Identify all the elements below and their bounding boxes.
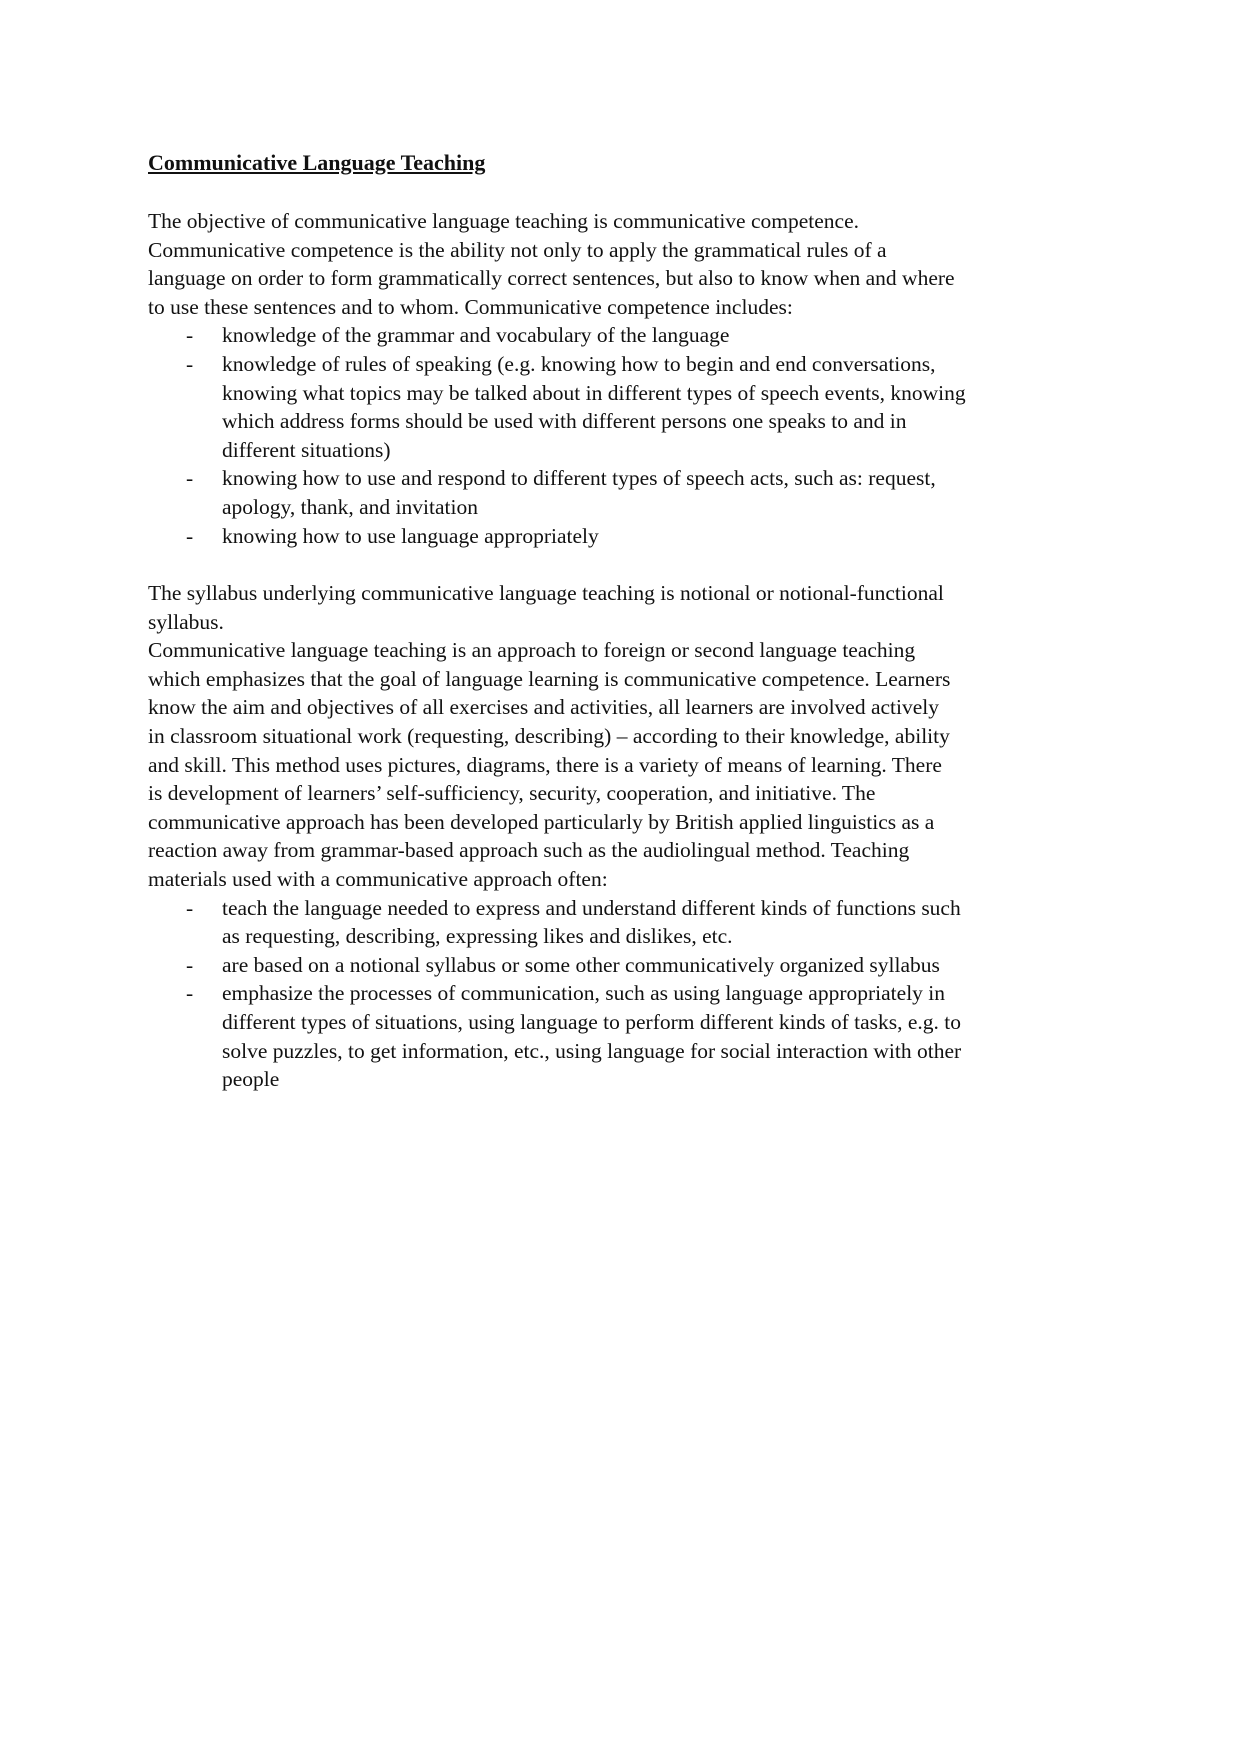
paragraph-line: is development of learners’ self-sufficiency, security, cooperation, and initiative. The	[148, 781, 876, 806]
list-item-line: are based on a notional syllabus or some other communicatively organized syllabus	[222, 952, 940, 977]
section-syllabus	[148, 579, 1108, 1094]
list-item	[148, 979, 1108, 1093]
list-item-line: knowing how to use language appropriately	[222, 523, 599, 548]
paragraph-line: The syllabus underlying communicative language teaching is notional or notional-functional	[148, 581, 944, 605]
list-item-line: different types of situations, using language to perform different kinds of tasks, e.g. to	[222, 1009, 962, 1034]
section-competence	[148, 207, 1108, 550]
list-item-line: knowing what topics may be talked about in different types of speech events, knowing	[222, 380, 966, 405]
bullet-dash: -	[186, 323, 194, 348]
bullet-dash: -	[186, 952, 194, 977]
paragraph-line: communicative approach has been developed particularly by British applied linguistics as a	[148, 809, 935, 834]
bullet-dash: -	[186, 523, 194, 548]
bullet-dash: -	[186, 351, 194, 376]
paragraph-line: in classroom situational work (requesting, describing) – according to their knowledge, ability	[148, 723, 950, 748]
bullet-dash: -	[186, 981, 194, 1006]
paragraph-line: syllabus.	[148, 609, 224, 634]
paragraph-line: The objective of communicative language teaching is communicative competence.	[148, 209, 860, 233]
paragraph-line: materials used with a communicative approach often:	[148, 866, 608, 891]
paragraph-line: and skill. This method uses pictures, diagrams, there is a variety of means of learning. There	[148, 752, 942, 777]
list-item	[148, 522, 1108, 551]
paragraph-line: Communicative language teaching is an approach to foreign or second language teaching	[148, 638, 916, 663]
list-item-line: emphasize the processes of communication, such as using language appropriately in	[222, 981, 946, 1006]
list-item-line: knowledge of rules of speaking (e.g. knowing how to begin and end conversations,	[222, 351, 936, 376]
list-item	[148, 894, 1108, 951]
document-title: Communicative Language Teaching	[148, 150, 486, 175]
list-item	[148, 350, 1108, 464]
list-item-line: apology, thank, and invitation	[222, 494, 478, 519]
bullet-dash: -	[186, 466, 194, 491]
list-item-line: as requesting, describing, expressing likes and dislikes, etc.	[222, 924, 733, 949]
list-item-line: knowledge of the grammar and vocabulary of the language	[222, 323, 730, 348]
list-item-line: different situations)	[222, 437, 391, 462]
list-item-line: people	[222, 1067, 280, 1092]
list-item	[148, 951, 1108, 980]
list-item	[148, 464, 1108, 521]
paragraph-line: know the aim and objectives of all exercises and activities, all learners are involved actively	[148, 695, 940, 720]
list-item-line: solve puzzles, to get information, etc., using language for social interaction with other	[222, 1038, 962, 1063]
paragraph-line: which emphasizes that the goal of language learning is communicative competence. Learners	[148, 666, 951, 691]
bullet-dash: -	[186, 895, 194, 920]
paragraph-line: language on order to form grammatically correct sentences, but also to know when and where	[148, 266, 955, 291]
paragraph-line: reaction away from grammar-based approach such as the audiolingual method. Teaching	[148, 838, 910, 863]
list-item-line: knowing how to use and respond to different types of speech acts, such as: request,	[222, 466, 936, 491]
paragraph-line: Communicative competence is the ability not only to apply the grammatical rules of a	[148, 237, 887, 262]
list-item-line: which address forms should be used with different persons one speaks to and in	[222, 409, 907, 434]
list-item	[148, 321, 1108, 350]
paragraph-line: to use these sentences and to whom. Communicative competence includes:	[148, 294, 793, 319]
list-item-line: teach the language needed to express and understand different kinds of functions such	[222, 895, 961, 920]
